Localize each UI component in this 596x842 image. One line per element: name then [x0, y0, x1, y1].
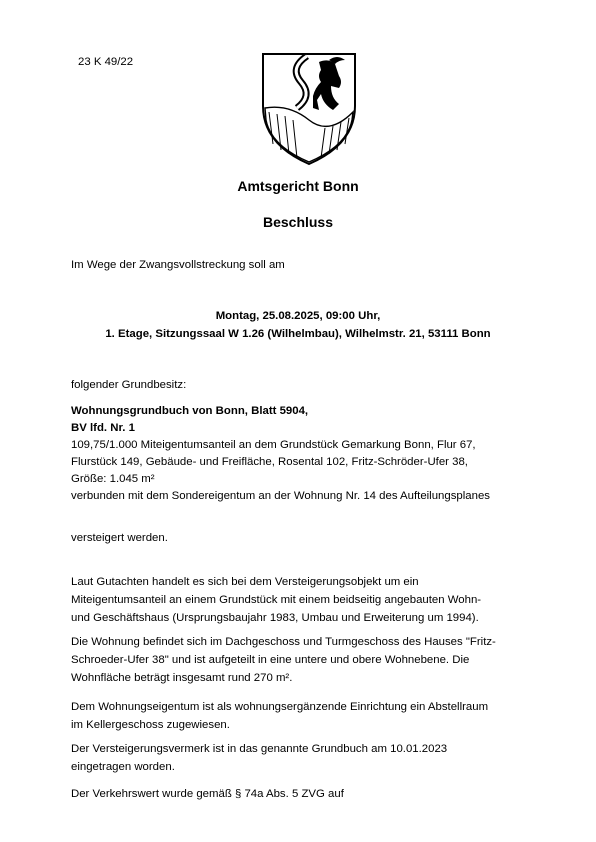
coat-of-arms-seal [259, 48, 359, 168]
property-intro: folgender Grundbesitz: [71, 379, 187, 391]
register-line: verbunden mit dem Sondereigentum an der Wohnung Nr. 14 des Aufteilungsplanes [71, 490, 490, 502]
paragraph-line: und Geschäftshaus (Ursprungsbaujahr 1983, Umbau und Erweiterung um 1994). [71, 612, 479, 624]
paragraph-line: Wohnfläche beträgt insgesamt rund 270 m². [71, 672, 293, 684]
document-title: Beschluss [262, 214, 334, 230]
appointment-date: Montag, 25.08.2025, 09:00 Uhr, [215, 310, 381, 322]
register-line: Größe: 1.045 m² [71, 473, 155, 485]
intro-text: Im Wege der Zwangsvollstreckung soll am [71, 259, 285, 271]
register-title: Wohnungsgrundbuch von Bonn, Blatt 5904, [71, 405, 309, 417]
paragraph-line: im Kellergeschoss zugewiesen. [71, 719, 230, 731]
register-entry: BV lfd. Nr. 1 [71, 422, 135, 434]
paragraph-line: Der Versteigerungsvermerk ist in das genannte Grundbuch am 10.01.2023 [71, 743, 448, 755]
paragraph-line: Der Verkehrswert wurde gemäß § 74a Abs. 5 ZVG auf [71, 788, 344, 800]
paragraph-line: Die Wohnung befindet sich im Dachgeschoss und Turmgeschoss des Hauses "Fritz- [71, 636, 496, 648]
file-number: 23 K 49/22 [78, 56, 134, 68]
register-line: 109,75/1.000 Miteigentumsanteil an dem Grundstück Gemarkung Bonn, Flur 67, [71, 439, 476, 451]
paragraph-line: Miteigentumsanteil an einem Grundstück mit einem beidseitig angebauten Wohn- [71, 594, 482, 606]
paragraph-line: eingetragen worden. [71, 761, 175, 773]
paragraph-line: Schroeder-Ufer 38" und ist aufgeteilt in eine untere und obere Wohnebene. Die [71, 654, 470, 666]
paragraph-line: Laut Gutachten handelt es sich bei dem Versteigerungsobjekt um ein [71, 576, 419, 588]
paragraph-line: Dem Wohnungseigentum ist als wohnungsergänzende Einrichtung ein Abstellraum [71, 701, 489, 713]
auction-phrase: versteigert werden. [71, 532, 168, 544]
court-name: Amtsgericht Bonn [237, 178, 359, 194]
register-line: Flurstück 149, Gebäude- und Freifläche, Rosental 102, Fritz-Schröder-Ufer 38, [71, 456, 468, 468]
appointment-location: 1. Etage, Sitzungssaal W 1.26 (Wilhelmbau), Wilhelmstr. 21, 53111 Bonn [105, 328, 491, 340]
